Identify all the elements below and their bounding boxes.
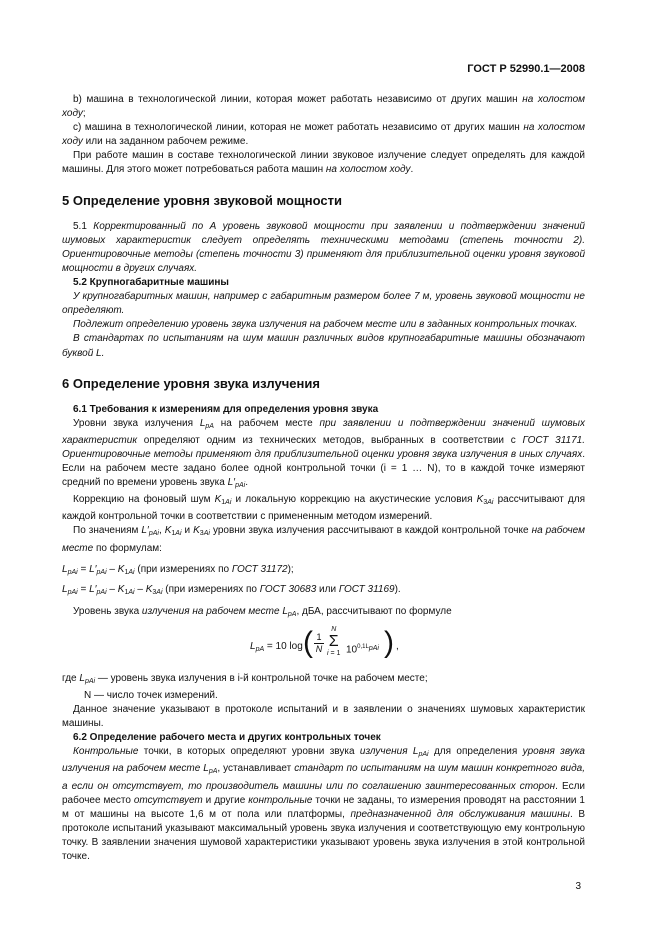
- clause-6-1-para-b: Коррекцию на фоновый шум $K_{1Ai}$ и локальную коррекцию на акустические условия $K_{3Ai}$ рассчитывают для каждой контрольной точки в соответствии с примененным методом измерений.: [62, 494, 586, 523]
- clause-5-2-heading: 5.2 Крупногабаритные машины: [73, 277, 229, 289]
- clause-5-2-para-b: Подлежит определению уровень звука излучения на рабочем месте или в заданных контрольных точках.: [73, 319, 578, 331]
- clause-5-2-para-a: У крупногабаритных машин, например с габаритным размером более 7 м, уровень звуковой мощности не определяют.: [62, 291, 585, 317]
- section-6-title: 6 Определение уровня звука излучения: [62, 375, 320, 391]
- clause-6-1-para-c: По значениям $L'_{pAi}$, $K_{1Ai}$ и $K_{3Ai}$ уровни звука излучения рассчитывают в каждой контрольной точке на рабочем месте по формулам:: [62, 525, 585, 554]
- formula-3-paren-left: (: [303, 625, 313, 659]
- section-5-title: 5 Определение уровня звуковой мощности: [62, 192, 343, 208]
- where-line-2: N — число точек измерений.: [84, 690, 218, 701]
- formula-2: $L_{pAi} = L'_{pAi} - K_{1Ai} - K_{3Ai}$ (при измерениях по ГОСТ 30683 или ГОСТ 31169).: [62, 583, 401, 596]
- clause-6-2-heading: 6.2 Определение рабочего места и других контрольных точек: [73, 732, 381, 744]
- formula-1: $L_{pAi} = L'_{pAi} - K_{1Ai}$ (при измерениях по ГОСТ 31172);: [62, 563, 294, 576]
- clause-6-1-heading: 6.1 Требования к измерениям для определения уровня звука: [73, 403, 379, 415]
- formula-3-lhs: $L_{pA} = 10$ log: [250, 640, 303, 653]
- formula-3-power: $10^{0,1L_{pAi}}$: [346, 643, 379, 656]
- clause-6-1-para-a: Уровни звука излучения $L_{pA}$ на рабочем месте при заявлении и подтверждении значений шумовых характеристик определяют одним из технических методов, выбранных в соответствии с ГОСТ 31171. Ориентировочные методы применяют для приблизительной оценки уровня звука излучения в иных случаях. Если на рабочем месте задано более одной контрольной точки (i = 1 … N), то в каждой точке измеряют средний по времени уровень звука $L'_{pAi}$.: [62, 417, 585, 490]
- page-number: 3: [575, 881, 581, 892]
- intro-item-c: c) машина в технологической линии, которая не может работать независимо от других машин на холостом ходу или на заданном рабочем режиме.: [62, 122, 585, 148]
- intro-paragraph: При работе машин в составе технологической линии звуковое излучение следует определять для каждой машины. Для этого может потребоваться работа машин на холостом ходу.: [62, 150, 585, 176]
- formula-3-paren-right: ): [384, 625, 394, 659]
- clause-6-2-para: Контрольные точки, в которых определяют уровни звука излучения $L_{pAi}$ для определения уровня звука излучения на рабочем месте $L_{pA}$, устанавливает стандарт по испытаниям на шум машин конкретного вида, а если он отсутствует, то производитель машины или по соглашению заинтересованных сторон. Если рабочее место отсутствует и другие контрольные точки не заданы, то измерения проводят на расстоянии 1 м от машины на высоте 1,6 м от пола или платформы, предназначенной для обслуживания машины. В протоколе испытаний указывают максимальный уровень звука излучения и соответствующую ему контрольную точку. В заявлении значения шумовой характеристики указывают уровень звука излучения в этой контрольной точке.: [62, 746, 586, 863]
- where-line-1: где $L_{pAi}$ — уровень звука излучения в i-й контрольной точке на рабочем месте;: [62, 672, 428, 685]
- formula-3-comma: ,: [396, 640, 399, 652]
- clause-6-1-para-d: Уровень звука излучения на рабочем месте $L_{pA}$, дБА, рассчитывают по формуле: [73, 605, 452, 618]
- intro-item-b: b) машина в технологической линии, которая может работать независимо от других машин на холостом ходу;: [62, 94, 585, 120]
- formula-3: [62, 626, 585, 666]
- formula-3-sum: N Σ i = 1: [327, 625, 341, 657]
- clause-5-2-para-c: В стандартах по испытаниям на шум машин различных видов крупногабаритные машины обозначают буквой L.: [62, 333, 585, 359]
- clause-5-1: 5.1 Корректированный по А уровень звуковой мощности при заявлении и подтверждении значений шумовых характеристик следует определять техническими методами (степень точности 2). Ориентировочные методы (степень точности 3) применяют для приблизительной оценки уровня звуковой мощности в других случаях.: [62, 220, 585, 274]
- page-body: [62, 55, 585, 864]
- document-header: ГОСТ Р 52990.1—2008: [467, 63, 585, 75]
- formula-3-fraction: 1 N: [315, 631, 323, 654]
- clause-6-1-para-e: Данное значение указывают в протоколе испытаний и в заявлении о значениях шумовых характеристик машины.: [62, 704, 585, 730]
